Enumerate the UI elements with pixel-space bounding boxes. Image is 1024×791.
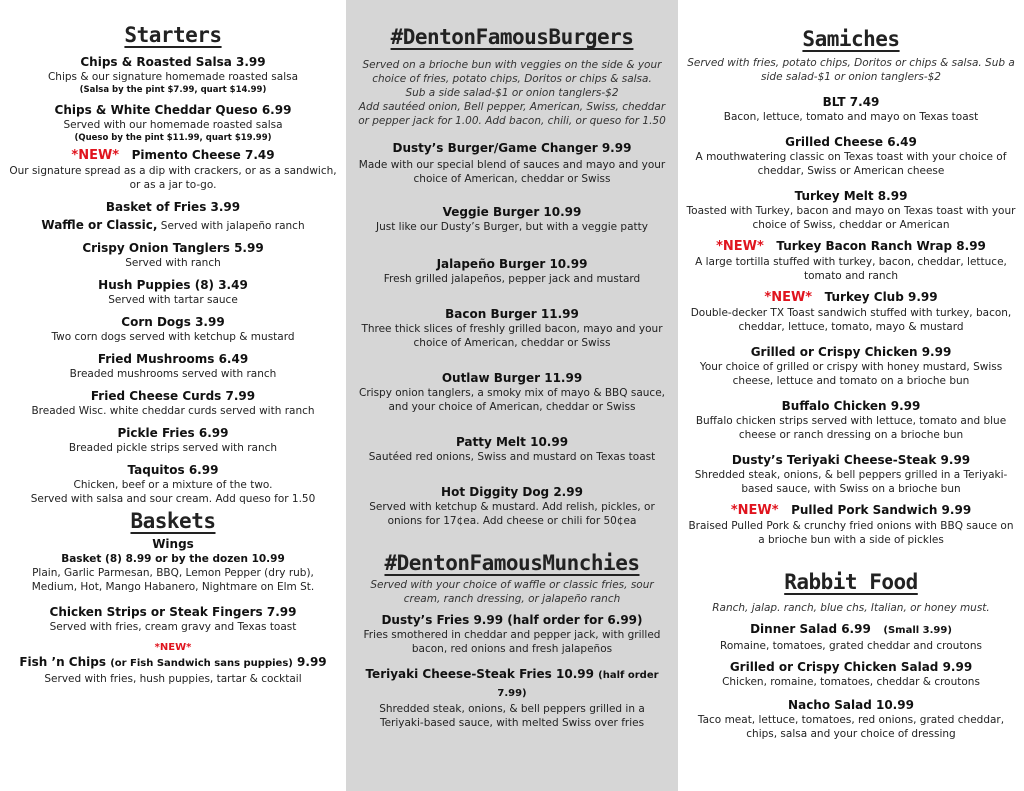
new-badge: *NEW* [71,148,120,163]
menu-item [686,344,1016,388]
item-note: (half order 7.99) [497,670,659,699]
item-desc: Breaded mushrooms served with ranch [69,368,277,380]
item-name: Pimento Cheese 7.49 [131,148,275,162]
item-name: Hot Diggity Dog 2.99 [441,485,583,499]
item-name: Turkey Bacon Ranch Wrap 8.99 [776,239,986,253]
samiches-title: Samiches [802,27,900,51]
item-name: Turkey Melt 8.99 [794,189,908,203]
item-desc: Just like our Dusty’s Burger, but with a veggie patty [376,221,648,233]
item-desc: Two corn dogs served with ketchup & mustard [51,331,295,343]
menu-item [356,434,668,464]
item-desc: Our signature spread as a dip with crackers, or as a sandwich, or as a jar to-go. [9,165,337,191]
item-desc: Fresh grilled jalapeños, pepper jack and mustard [383,273,641,285]
menu-item [356,306,668,350]
burgers-intro-add: Add sautéed onion, Bell pepper, American, Swiss, cheddar or pepper jack for 1.00. Add bacon, chili, or queso for 1.50 [358,101,666,127]
menu-item [8,462,338,506]
menu-item [8,536,338,594]
item-name: Hush Puppies (8) 3.49 [98,278,248,292]
item-desc: Crispy onion tanglers, a smoky mix of mayo & BBQ sauce, and your choice of American, cheddar or Swiss [359,387,665,413]
menu-item [8,277,338,307]
munchies-title: #DentonFamousMunchies [384,551,640,575]
item-name: Fried Mushrooms 6.49 [97,352,249,366]
item-desc: Bacon, lettuce, tomato and mayo on Texas toast [723,111,979,123]
menu-item [686,238,1016,283]
item-name: Bacon Burger 11.99 [445,307,579,321]
item-desc: Braised Pulled Pork & crunchy fried onions with BBQ sauce on a brioche bun with a side of pickles [688,520,1014,546]
item-name: Chips & Roasted Salsa 3.99 [80,55,266,69]
right-column [678,0,1024,791]
item-desc: Shredded steak, onions, & bell peppers grilled in a Teriyaki-based sauce, with Swiss on a brioche bun [694,469,1008,495]
middle-column [346,0,678,791]
item-name: Pulled Pork Sandwich 9.99 [791,503,972,517]
menu-item [686,289,1016,334]
menu-item [686,659,1016,689]
item-desc: Served with ranch [125,257,221,269]
menu-item [8,240,338,270]
item-name: Turkey Club 9.99 [824,290,938,304]
menu-item [686,621,1016,653]
item-name: Pickle Fries 6.99 [117,426,229,440]
menu-item [8,147,338,192]
item-name: Corn Dogs 3.99 [121,315,225,329]
item-desc: Sautéed red onions, Swiss and mustard on Texas toast [368,451,656,463]
menu-item [8,199,338,233]
item-desc: Fries smothered in cheddar and pepper jack, with grilled bacon, red onions and fresh jalapeños [363,629,661,655]
item-desc: Toasted with Turkey, bacon and mayo on Texas toast with your choice of Swiss, cheddar or American [686,205,1016,231]
item-name: Chips & White Cheddar Queso 6.99 [54,103,292,117]
item-name: Basket of Fries 3.99 [105,200,241,214]
item-desc: Made with our special blend of sauces and mayo and your choice of American, cheddar or Swiss [358,159,666,185]
menu-item [356,256,668,286]
menu-item [356,140,668,186]
menu-item [356,484,668,528]
item-desc: Buffalo chicken strips served with lettuce, tomato and blue cheese or ranch dressing on a brioche bun [695,415,1007,441]
item-desc: Chicken, beef or a mixture of the two. [73,479,273,491]
menu-item [686,452,1016,496]
menu-item [8,351,338,381]
new-badge: *NEW* [764,290,813,305]
menu-item [356,612,668,656]
item-name: Outlaw Burger 11.99 [441,371,583,385]
menu-item [686,134,1016,178]
samiches-intro: Served with fries, potato chips, Doritos or chips & salsa. Sub a side salad-$1 or onion tanglers-$2 [687,57,1015,83]
item-name: Dusty’s Teriyaki Cheese-Steak 9.99 [731,453,971,467]
menu-item [8,388,338,418]
item-desc: Your choice of grilled or crispy with honey mustard, Swiss cheese, lettuce and tomato on a brioche bun [699,361,1003,387]
item-price-line: Basket (8) 8.99 or by the dozen 10.99 [61,553,285,565]
item-name: Jalapeño Burger 10.99 [436,257,588,271]
menu-item [356,370,668,414]
menu-item [686,502,1016,547]
item-name: Dusty’s Fries 9.99 (half order for 6.99) [381,613,643,627]
menu-item [8,102,338,144]
item-name: Nacho Salad 10.99 [788,698,914,712]
menu-item [8,425,338,455]
burgers-intro: Served on a brioche bun with veggies on the side & your choice of fries, potato chips, Doritos or chips & salsa. [362,59,662,85]
item-desc: A large tortilla stuffed with turkey, bacon, cheddar, lettuce, tomato and ranch [695,256,1007,282]
item-desc: Chips & our signature homemade roasted salsa [47,71,299,83]
item-desc: Served with jalapeño ranch [160,220,305,232]
burgers-title: #DentonFamousBurgers [390,25,634,49]
item-desc: Served with tartar sauce [108,294,238,306]
menu-item [686,398,1016,442]
item-desc: Double-decker TX Toast sandwich stuffed with turkey, bacon, cheddar, lettuce, tomato, mayo & mustard [690,307,1012,333]
new-badge: *NEW* [730,503,779,518]
item-desc: Served with fries, hush puppies, tartar & cocktail [44,673,302,685]
left-column [0,0,346,791]
menu-item [8,54,338,96]
item-fine-print: (Queso by the pint $11.99, quart $19.99) [74,133,272,143]
item-name: Wings [152,537,194,551]
item-desc: Romaine, tomatoes, grated cheddar and croutons [720,640,982,652]
item-desc: Breaded pickle strips served with ranch [68,442,278,454]
item-name: Crispy Onion Tanglers 5.99 [82,241,264,255]
burgers-intro-sub: Sub a side salad-$1 or onion tanglers-$2 [405,87,619,99]
starters-title: Starters [124,23,222,47]
item-name: Veggie Burger 10.99 [442,205,582,219]
item-option: Waffle or Classic, [41,218,158,232]
menu-item [686,188,1016,232]
item-desc: Served with our homemade roasted salsa [63,119,283,131]
menu-item [8,314,338,344]
item-name: Chicken Strips or Steak Fingers 7.99 [49,605,297,619]
menu-item [686,697,1016,741]
item-desc: Served with fries, cream gravy and Texas toast [49,621,297,633]
item-desc: Served with salsa and sour cream. Add queso for 1.50 [30,493,316,505]
munchies-intro: Served with your choice of waffle or classic fries, sour cream, ranch dressing, or jalapeño ranch [370,579,654,605]
item-price: 9.99 [297,655,327,669]
item-name: Buffalo Chicken 9.99 [781,399,921,413]
item-name: Dusty’s Burger/Game Changer 9.99 [392,141,632,155]
menu-item [8,604,338,634]
item-desc: Shredded steak, onions, & bell peppers grilled in a Teriyaki-based sauce, with melted Swiss over fries [379,703,645,729]
item-desc: Three thick slices of freshly grilled bacon, mayo and your choice of American, cheddar or Swiss [361,323,663,349]
item-name: Fried Cheese Curds 7.99 [90,389,256,403]
item-desc: Plain, Garlic Parmesan, BBQ, Lemon Pepper (dry rub), Medium, Hot, Mango Habanero, Nightmare on Elm St. [31,567,315,593]
menu-item [356,666,668,730]
new-badge: *NEW* [154,642,192,653]
item-name: Grilled Cheese 6.49 [785,135,917,149]
item-name: Dinner Salad 6.99 [750,622,871,636]
item-desc: Breaded Wisc. white cheddar curds served with ranch [31,405,315,417]
item-name: Fish ’n Chips [19,655,106,669]
rabbit-food-title: Rabbit Food [784,570,918,594]
item-desc: Served with ketchup & mustard. Add relish, pickles, or onions for 17¢ea. Add cheese or chili for 50¢ea [369,501,655,527]
item-note: (or Fish Sandwich sans puppies) [110,658,293,669]
item-desc: Taco meat, lettuce, tomatoes, red onions, grated cheddar, chips, salsa and your choice of dressing [697,714,1005,740]
menu-item [8,642,338,686]
item-name: Taquitos 6.99 [127,463,219,477]
new-badge: *NEW* [716,239,764,254]
item-fine-print: (Salsa by the pint $7.99, quart $14.99) [79,85,267,95]
menu-item [686,94,1016,124]
item-desc: Chicken, romaine, tomatoes, cheddar & croutons [722,676,980,688]
rabbit-food-intro: Ranch, jalap. ranch, blue chs, Italian, or honey must. [712,602,990,614]
menu-item [356,204,668,234]
item-desc: A mouthwatering classic on Texas toast with your choice of cheddar, Swiss or American cheese [695,151,1007,177]
item-name: Patty Melt 10.99 [455,435,569,449]
item-note: (Small 3.99) [883,625,952,636]
item-name: BLT 7.49 [822,95,880,109]
item-name: Teriyaki Cheese-Steak Fries 10.99 [365,667,594,681]
item-name: Grilled or Crispy Chicken Salad 9.99 [729,660,973,674]
item-name: Grilled or Crispy Chicken 9.99 [750,345,952,359]
baskets-title: Baskets [130,509,216,533]
